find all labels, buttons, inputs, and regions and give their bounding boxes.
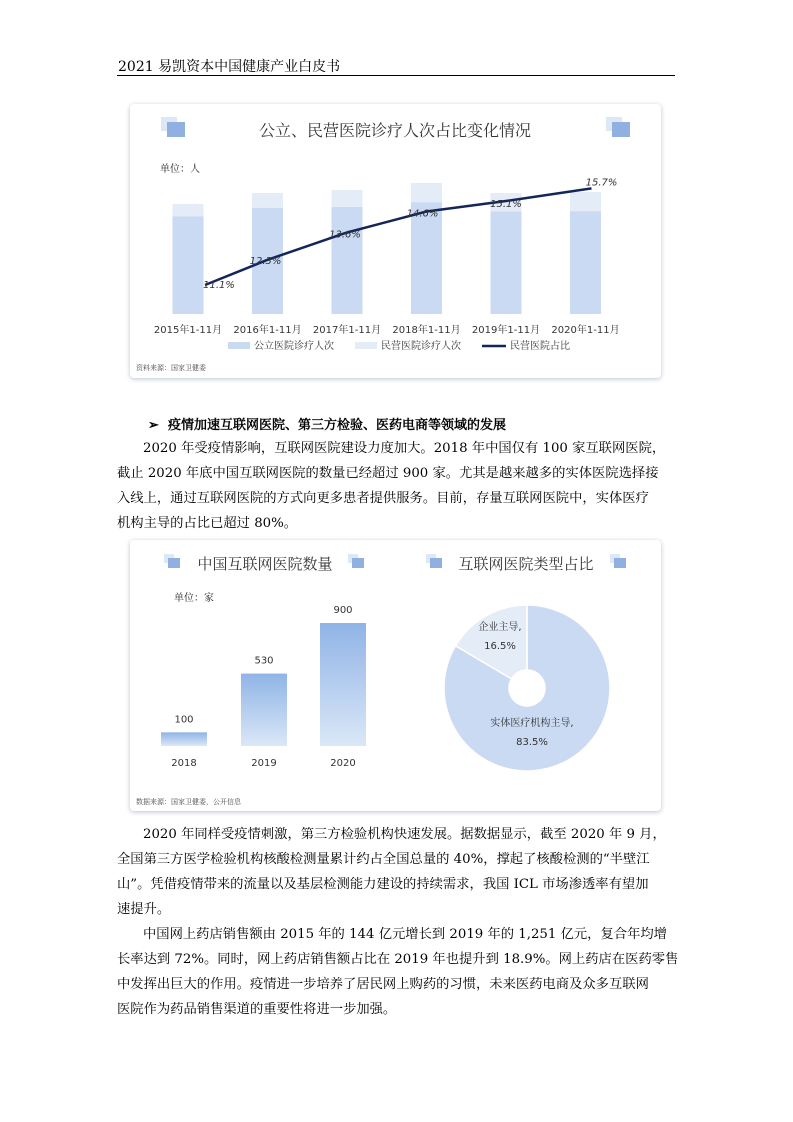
hospital-visits-chart (130, 104, 661, 378)
header-rule (117, 75, 675, 76)
x-tick-label: 2017年1-11月 (312, 325, 382, 336)
chart1-title: 公立、民营医院诊疗人次占比变化情况 (258, 121, 532, 140)
bar-public (491, 211, 522, 314)
chart2-source: 数据来源：国家卫健委，公开信息 (136, 798, 241, 806)
title-decoration-right-icon (610, 554, 626, 568)
bar-value-label: 100 (174, 714, 194, 726)
data-label: 15.1% (490, 199, 522, 210)
data-label: 15.7% (585, 177, 618, 189)
paragraph-line: 2020 年同样受疫情刺激，第三方检验机构快速发展。据数据显示，截至 2020 年 9 月， (143, 827, 666, 842)
pie-label: 企业主导, (478, 622, 522, 633)
paragraph-line: 2020 年受疫情影响，互联网医院建设力度加大。2018 年中国仅有 100 家互联网医院， (143, 441, 666, 456)
paragraph-line: 速提升。 (117, 902, 171, 917)
title-decoration-mid-left-icon (348, 554, 364, 568)
paragraph-3 (117, 922, 679, 1022)
paragraph-line: 中发挥出巨大的作用。疫情进一步培养了居民网上购药的习惯，未来医药电商及众多互联网 (117, 977, 649, 992)
data-label: 11.1% (203, 280, 235, 291)
x-tick-label: 2016年1-11月 (233, 325, 302, 336)
arrow-bullet-icon: ➢ (148, 418, 159, 433)
chart2-left-title: 中国互联网医院数量 (197, 555, 333, 573)
section-heading-text: 疫情加速互联网医院、第三方检验、医药电商等领域的发展 (168, 418, 507, 433)
paragraph-1 (117, 436, 675, 536)
paragraph-line: 长率达到 72%。同时，网上药店销售额占比在 2019 年也提升到 18.9%。网上药店在医药零售 (117, 952, 679, 967)
bar-internet-hospitals (320, 623, 366, 746)
legend-label-public: 公立医院诊疗人次 (254, 341, 334, 352)
legend-swatch-public (228, 342, 250, 349)
bar-private (332, 190, 363, 207)
page-header: 2021 易凯资本中国健康产业白皮书 (118, 59, 341, 75)
legend-label-private: 民营医院诊疗人次 (381, 341, 461, 352)
bar-public (173, 216, 204, 314)
data-label: 14.6% (406, 208, 439, 220)
paragraph-line: 中国网上药店销售额由 2015 年的 144 亿元增长到 2019 年的 1,251 亿元，复合年均增 (143, 927, 667, 942)
legend-label-line: 民营医院占比 (510, 341, 570, 352)
bar-public (570, 211, 601, 314)
bar-value-label: 900 (333, 605, 353, 616)
paragraph-line: 入线上，通过互联网医院的方式向更多患者提供服务。目前，存量互联网医院中，实体医疗 (117, 491, 649, 506)
title-decoration-left-icon (164, 554, 180, 568)
pie-percent-label: 83.5% (516, 737, 548, 748)
paragraph-line: 机构主导的占比已超过 80%。 (117, 516, 298, 531)
paragraph-2 (117, 822, 675, 922)
pie-label: 实体医疗机构主导, (490, 718, 574, 729)
x-tick-label: 2020 (330, 758, 356, 769)
pie-percent-label: 16.5% (484, 641, 516, 652)
x-tick-label: 2020年1-11月 (551, 325, 620, 336)
paragraph-line: 山”。凭借疫情带来的流量以及基层检测能力建设的持续需求，我国 ICL 市场渗透率有望加 (117, 877, 649, 892)
chart2-unit-label: 单位：家 (174, 593, 214, 604)
chart1-source: 资料来源：国家卫健委 (136, 364, 206, 372)
chart-card-internet-hospitals (130, 540, 661, 811)
chart-card-hospital-visits (130, 104, 661, 378)
paragraph-line: 医院作为药品销售渠道的重要性将进一步加强。 (117, 1002, 397, 1017)
legend-swatch-private (355, 342, 377, 349)
bar-private (173, 204, 204, 216)
bar-internet-hospitals (241, 674, 287, 746)
x-tick-label: 2019年1-11月 (471, 325, 541, 336)
title-decoration-right-icon (606, 117, 630, 137)
x-tick-label: 2018年1-11月 (392, 325, 461, 336)
chart2-right-title: 互联网医院类型占比 (458, 555, 594, 573)
title-decoration-mid-right-icon (426, 554, 442, 568)
x-tick-label: 2019 (251, 758, 277, 769)
bar-private (570, 192, 601, 211)
bar-value-label: 530 (254, 655, 274, 667)
section-heading (148, 414, 506, 433)
title-decoration-left-icon (161, 117, 185, 137)
internet-hospitals-chart (130, 540, 661, 811)
bar-public (332, 207, 363, 314)
paragraph-line: 全国第三方医学检验机构核酸检测量累计约占全国总量的 40%，撑起了核酸检测的“半壁江 (117, 852, 650, 867)
paragraph-line: 截止 2020 年底中国互联网医院的数量已经超过 900 家。尤其是越来越多的实体医院选择接 (117, 466, 659, 481)
bar-private (252, 193, 283, 208)
x-tick-label: 2018 (171, 758, 197, 769)
chart1-unit-label: 单位：人 (160, 164, 200, 175)
bar-private (411, 183, 442, 202)
data-label: 13.6% (329, 229, 361, 241)
bar-internet-hospitals (161, 732, 207, 746)
data-label: 12.3% (249, 255, 282, 267)
x-tick-label: 2015年1-11月 (153, 325, 223, 336)
